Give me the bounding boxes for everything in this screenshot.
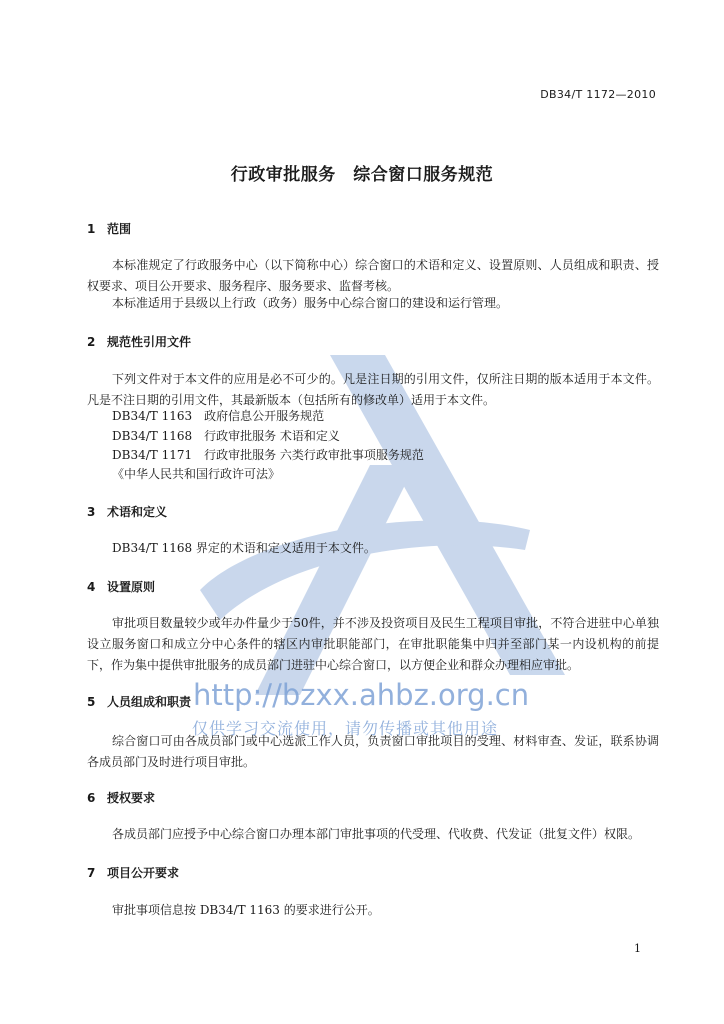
section-1-heading	[87, 220, 131, 237]
section-2-paragraph: 下列文件对于本文件的应用是必不可少的。凡是注日期的引用文件，仅所注日期的版本适用于本文件。凡是不注日期的引用文件，其最新版本（包括所有的修改单）适用于本文件。	[87, 372, 659, 407]
section-number: 3	[87, 505, 96, 519]
section-2-heading	[87, 333, 191, 350]
section-number: 2	[87, 335, 96, 349]
page-title: 行政审批服务 综合窗口服务规范	[230, 165, 494, 185]
section-5-heading	[87, 693, 191, 710]
document-code: DB34/T 1172—2010	[540, 88, 656, 101]
section-6-heading	[87, 789, 155, 806]
section-4-paragraph: 审批项目数量较少或年办件量少于50件，并不涉及投资项目及民生工程项目审批，不符合进驻中心单独设立服务窗口和成立分中心条件的辖区内审批职能部门，在审批职能集中归并至部门某一内设机构的前提下，作为集中提供审批服务的成员部门进驻中心综合窗口，以方便企业和群众办理相应审批。	[87, 616, 659, 672]
section-6-paragraph: 各成员部门应授予中心综合窗口办理本部门审批事项的代受理、代收费、代发证（批复文件）权限。	[112, 827, 641, 841]
section-number: 4	[87, 580, 96, 594]
section-3-heading	[87, 503, 167, 520]
watermark-url: http://bzxx.ahbz.org.cn	[193, 678, 530, 712]
reference-item: DB34/T 1171 行政审批服务 六类行政审批事项服务规范	[112, 448, 424, 462]
page-number: 1	[634, 942, 641, 955]
section-3-paragraph: DB34/T 1168 界定的术语和定义适用于本文件。	[112, 541, 376, 555]
section-number: 1	[87, 222, 96, 236]
section-7-heading	[87, 864, 179, 881]
section-4-heading	[87, 578, 155, 595]
section-title: 授权要求	[107, 791, 156, 805]
section-title: 项目公开要求	[107, 866, 180, 880]
section-7-paragraph: 审批事项信息按 DB34/T 1163 的要求进行公开。	[112, 903, 380, 917]
reference-item: 《中华人民共和国行政许可法》	[112, 467, 281, 481]
section-title: 设置原则	[107, 580, 156, 594]
section-number: 7	[87, 866, 96, 880]
section-5-paragraph: 综合窗口可由各成员部门或中心选派工作人员，负责窗口审批项目的受理、材料审查、发证，联系协调各成员部门及时进行项目审批。	[87, 734, 659, 769]
section-1-paragraph: 本标准适用于县级以上行政（政务）服务中心综合窗口的建设和运行管理。	[112, 296, 509, 310]
section-1-paragraph: 本标准规定了行政服务中心（以下简称中心）综合窗口的术语和定义、设置原则、人员组成和职责、授权要求、项目公开要求、服务程序、服务要求、监督考核。	[87, 258, 659, 293]
reference-item: DB34/T 1163 政府信息公开服务规范	[112, 409, 325, 423]
section-title: 人员组成和职责	[107, 695, 192, 709]
section-title: 规范性引用文件	[107, 335, 192, 349]
section-title: 范围	[107, 222, 132, 236]
reference-item: DB34/T 1168 行政审批服务 术语和定义	[112, 429, 340, 443]
section-number: 5	[87, 695, 96, 709]
watermark-note: 仅供学习交流使用，请勿传播或其他用途	[192, 719, 499, 738]
section-title: 术语和定义	[107, 505, 168, 519]
section-number: 6	[87, 791, 96, 805]
